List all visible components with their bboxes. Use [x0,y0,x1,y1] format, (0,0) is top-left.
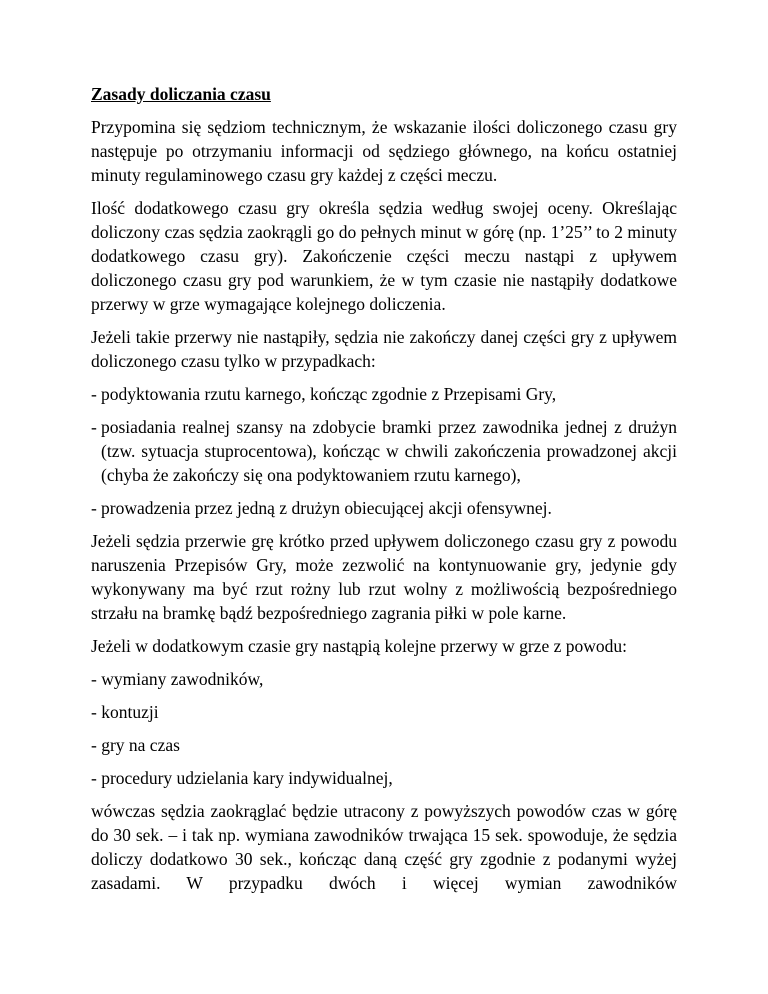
list-item-text: posiadania realnej szansy na zdobycie bramki przez zawodnika jednej z drużyn (tzw. sytuacja stuprocentowa), kończąc w chwili zakończenia prowadzonej akcji (chyba że zakończy się ona podyktowaniem rzutu karnego), [101,417,677,485]
paragraph-stoppage-continuation: Jeżeli sędzia przerwie grę krótko przed upływem doliczonego czasu gry z powodu naruszenia Przepisów Gry, może zezwolić na kontynuowanie gry, jedynie gdy wykonywany ma być rzut rożny lub rzut wolny z możliwością bezpośredniego strzału na bramkę bądź bezpośredniego zagrania piłki w pole karne. [91,531,677,623]
list-dash: - [91,498,97,518]
list-dash: - [91,384,97,404]
list-item-offensive-action [91,496,677,520]
list-item-text: prowadzenia przez jedną z drużyn obiecującej akcji ofensywnej. [101,498,552,518]
document-page [91,82,677,904]
paragraph-further-stoppages-intro: Jeżeli w dodatkowym czasie gry nastąpią kolejne przerwy w grze z powodu: [91,636,627,656]
list-item-disciplinary-procedure: - procedury udzielania kary indywidualnej, [91,768,393,788]
list-item-scoring-chance [91,415,677,487]
paragraph-rounding-rule: wówczas sędzia zaokrąglać będzie utracony z powyższych powodów czas w górę do 30 sek. – i tak np. wymiana zawodników trwająca 15 sek. spowoduje, że sędzia doliczy dodatkowo 30 sek., kończąc daną część gry zgodnie z podanymi wyżej zasadami. W przypadku dwóch i więcej wymian zawodników [91,801,677,893]
list-item-time-wasting: - gry na czas [91,735,180,755]
list-item-text: podyktowania rzutu karnego, kończąc zgodnie z Przepisami Gry, [101,384,557,404]
paragraph-time-indication: Przypomina się sędziom technicznym, że wskazanie ilości doliczonego czasu gry następuje po otrzymaniu informacji od sędziego głównego, na końcu ostatniej minuty regulaminowego czasu gry każdej z części meczu. [91,117,677,185]
document-title: Zasady doliczania czasu [91,84,271,104]
list-item-penalty-kick [91,382,677,406]
paragraph-added-time-rounding: Ilość dodatkowego czasu gry określa sędzia według swojej oceny. Określając doliczony czas sędzia zaokrągli go do pełnych minut w górę (np. 1’25’’ to 2 minuty dodatkowego czasu gry). Zakończenie części meczu nastąpi z upływem doliczonego czasu gry pod warunkiem, że w tym czasie nie nastąpiły dodatkowe przerwy w grze wymagające kolejnego doliczenia. [91,198,677,314]
list-item-injuries: - kontuzji [91,702,159,722]
list-item-substitutions: - wymiany zawodników, [91,669,264,689]
list-dash: - [91,417,97,437]
paragraph-exceptions-intro: Jeżeli takie przerwy nie nastąpiły, sędzia nie zakończy danej części gry z upływem doliczonego czasu tylko w przypadkach: [91,327,677,371]
